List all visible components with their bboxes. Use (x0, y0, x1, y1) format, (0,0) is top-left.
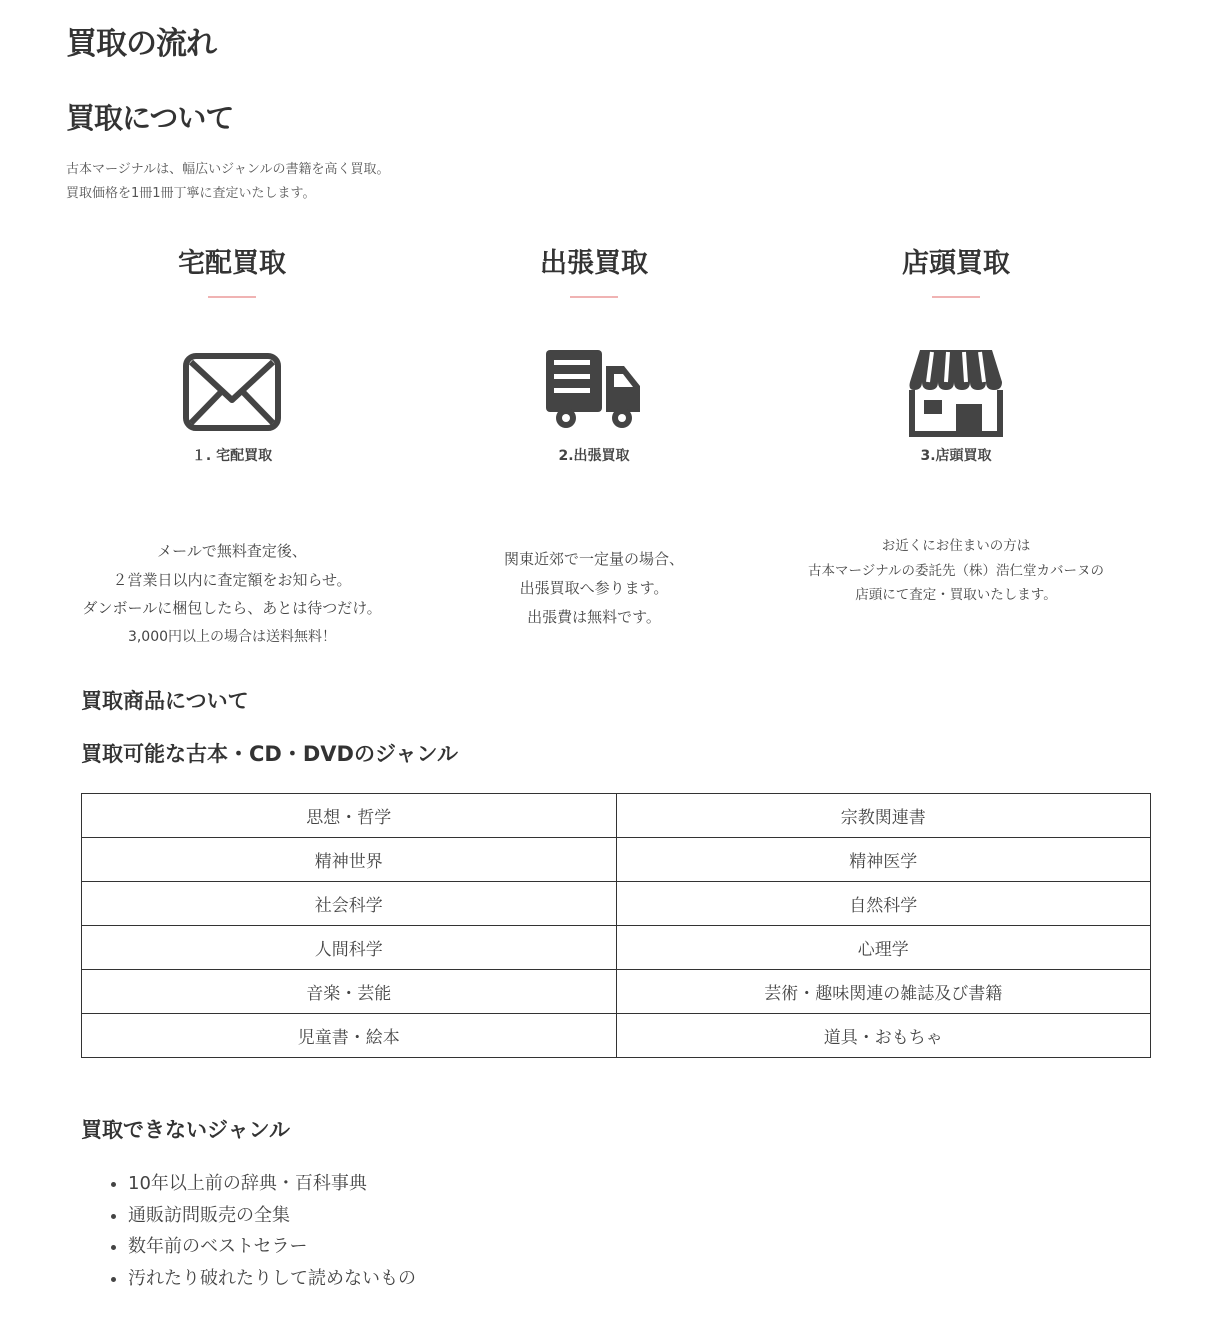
method-divider (208, 296, 256, 298)
genre-cell: 児童書・絵本 (82, 1014, 617, 1058)
truck-icon (544, 344, 644, 440)
genre-cell: 心理学 (616, 926, 1151, 970)
method-takuhai (67, 244, 397, 645)
list-item: • 通販訪問販売の全集 (128, 1200, 416, 1232)
method-description-line: 店頭にて査定・買取いたします。 (855, 587, 1057, 603)
about-intro-line: 買取価格を1冊1冊丁寧に査定いたします。 (66, 186, 316, 201)
method-title: 宅配買取 (178, 248, 286, 279)
page-title: 買取の流れ (66, 26, 216, 62)
storefront-icon (906, 344, 1006, 440)
method-description-line: メールで無料査定後、 (157, 542, 307, 560)
method-title: 出張買取 (540, 248, 648, 279)
method-divider (570, 296, 618, 298)
list-item: • 数年前のベストセラー (128, 1231, 416, 1263)
envelope-icon (182, 344, 282, 440)
method-description (791, 534, 1121, 608)
genres-table (81, 793, 1151, 1058)
genre-cell: 道具・おもちゃ (616, 1014, 1151, 1058)
method-caption: 3.店頭買取 (920, 448, 992, 464)
about-title: 買取について (66, 101, 234, 135)
table-row (82, 794, 1151, 838)
table-row (82, 882, 1151, 926)
products-title: 買取商品について (81, 689, 249, 713)
genre-cell: 人間科学 (82, 926, 617, 970)
ng-genres-title: 買取できないジャンル (81, 1118, 291, 1142)
genre-cell: 精神世界 (82, 838, 617, 882)
genre-cell: 精神医学 (616, 838, 1151, 882)
method-description-line: 出張費は無料です。 (527, 608, 661, 626)
method-description-line: ２営業日以内に査定額をお知らせ。 (112, 570, 352, 589)
method-title: 店頭買取 (902, 248, 1010, 279)
about-intro (66, 158, 390, 206)
list-item: • 汚れたり破れたりして読めないもの (128, 1263, 416, 1295)
method-description (429, 545, 759, 632)
list-item: • 10年以上前の辞典・百科事典 (128, 1168, 416, 1200)
method-shutcho (429, 244, 759, 626)
ng-genres-list (106, 1168, 416, 1294)
about-intro-line: 古本マージナルは、幅広いジャンルの書籍を高く買取。 (66, 162, 390, 177)
method-description-line: 関東近郊で一定量の場合、 (503, 550, 684, 568)
method-description-line: お近くにお住まいの方は (881, 538, 1031, 554)
method-caption: １. 宅配買取 (191, 448, 273, 464)
genre-cell: 社会科学 (82, 882, 617, 926)
method-description-line: ダンボールに梱包したら、あとは待つだけ。 (82, 599, 382, 617)
method-description-line: 古本マージナルの委託先（株）浩仁堂カバーヌの (807, 562, 1105, 579)
table-row (82, 970, 1151, 1014)
genre-cell: 自然科学 (616, 882, 1151, 926)
method-divider (932, 296, 980, 298)
method-description-line: 出張買取へ参ります。 (519, 579, 669, 597)
table-row (82, 838, 1151, 882)
genres-title: 買取可能な古本・CD・DVDのジャンル (81, 742, 459, 766)
method-caption: 2.出張買取 (558, 448, 630, 464)
genre-cell: 芸術・趣味関連の雑誌及び書籍 (616, 970, 1151, 1014)
method-description-line: 3,000円以上の場合は送料無料！ (127, 628, 337, 645)
table-row (82, 926, 1151, 970)
genre-cell: 音楽・芸能 (82, 970, 617, 1014)
method-tento (791, 244, 1121, 603)
table-row (82, 1014, 1151, 1058)
genre-cell: 思想・哲学 (82, 794, 617, 838)
genre-cell: 宗教関連書 (616, 794, 1151, 838)
method-description (67, 537, 397, 651)
